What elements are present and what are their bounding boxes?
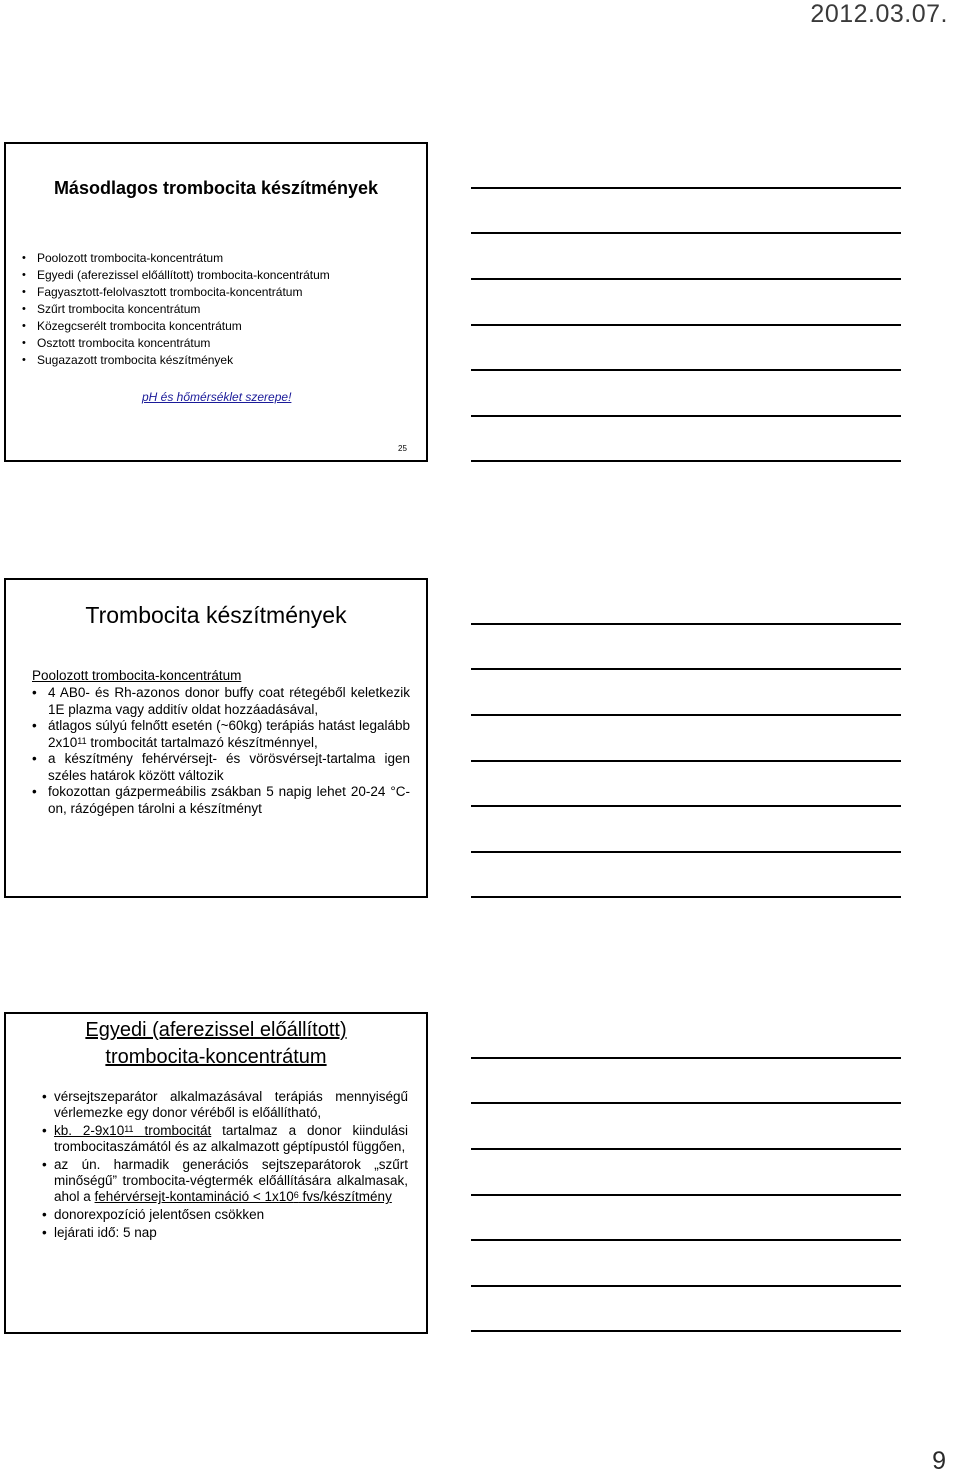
list-item-text: fvs/készítmény <box>298 1189 392 1204</box>
exponent: 11 <box>77 735 87 746</box>
note-line <box>471 668 901 670</box>
note-line <box>471 415 901 417</box>
page-date: 2012.03.07. <box>810 0 948 28</box>
list-item: • Sugazazott trombocita készítmények <box>22 352 330 369</box>
list-item: • fokozottan gázpermeábilis zsákban 5 napig lehet 20-24 °C-on, rázógépen tárolni a készítményt <box>32 784 410 817</box>
slide-subheading: Poolozott trombocita-koncentrátum <box>32 668 242 683</box>
note-line <box>471 460 901 462</box>
list-item: • Fagyasztott-felolvasztott trombocita-koncentrátum <box>22 284 330 301</box>
note-line <box>471 1330 901 1332</box>
note-line <box>471 851 901 853</box>
list-item-text: trombocitát <box>133 1123 212 1138</box>
list-item <box>32 718 410 751</box>
exponent: 6 <box>293 1190 299 1200</box>
note-line <box>471 1102 901 1104</box>
note-line <box>471 369 901 371</box>
note-line <box>471 278 901 280</box>
slide-trombocita-keszitmenyek <box>4 578 428 898</box>
list-item: • Osztott trombocita koncentrátum <box>22 335 330 352</box>
note-line <box>471 1148 901 1150</box>
list-item-text: az ún. harmadik generációs sejtszeparátorok „szűrt minőségű” trombocita-végtermék előállítására alkalmasak, ahol a <box>54 1157 408 1204</box>
list-item-text <box>54 1123 211 1138</box>
note-line <box>471 324 901 326</box>
note-line <box>471 1057 901 1059</box>
note-line <box>471 714 901 716</box>
list-item: • a készítmény fehérvérsejt- és vörösvérsejt-tartalma igen széles határok között változik <box>32 751 410 784</box>
list-item: • Egyedi (aferezissel előállított) trombocita-koncentrátum <box>22 267 330 284</box>
note-line <box>471 760 901 762</box>
slide-title: Trombocita készítmények <box>85 602 347 628</box>
list-item-text: átlagos súlyú felnőtt esetén (~60kg) terápiás hatást legalább 2x10 <box>48 718 410 750</box>
list-item-text: tartalmaz a donor kiindulási trombocitaszámától és az alkalmazott géptípustól függően, <box>54 1123 408 1154</box>
slide-egyedi-trombocita <box>4 1012 428 1334</box>
note-line <box>471 1194 901 1196</box>
note-line <box>471 232 901 234</box>
note-line <box>471 1285 901 1287</box>
note-line <box>471 187 901 189</box>
list-item: • Közegcserélt trombocita koncentrátum <box>22 318 330 335</box>
note-line <box>471 805 901 807</box>
slide-25 <box>4 142 428 462</box>
note-line <box>471 623 901 625</box>
list-item-text <box>95 1189 392 1204</box>
bullet-list <box>32 685 410 817</box>
list-item: • 4 AB0- és Rh-azonos donor buffy coat rétegéből keletkezik 1E plazma vagy additív oldat hozzáadásával, <box>32 685 410 718</box>
list-item-text: trombocitát tartalmazó készítménnyel, <box>86 734 318 750</box>
list-item: • vérsejtszeparátor alkalmazásával terápiás mennyiségű vérlemezke egy donor véréből is előállítható, <box>42 1089 408 1121</box>
footer-note <box>142 390 291 404</box>
list-item-text: kb. 2-9x10 <box>54 1123 125 1138</box>
list-item: • Poolozott trombocita-koncentrátum <box>22 250 330 267</box>
slide-number: 25 <box>398 444 407 453</box>
list-item: • donorexpozíció jelentősen csökken <box>42 1207 408 1223</box>
bullet-list <box>22 250 330 369</box>
list-item: • lejárati idő: 5 nap <box>42 1225 408 1241</box>
list-item-text: fehérvérsejt-kontamináció < 1x10 <box>94 1189 294 1204</box>
bullet-list <box>42 1089 408 1243</box>
slide-title-line: Egyedi (aferezissel előállított) <box>85 1019 347 1041</box>
note-line <box>471 896 901 898</box>
note-line <box>471 1239 901 1241</box>
list-item: • Szűrt trombocita koncentrátum <box>22 301 330 318</box>
list-item <box>42 1123 408 1155</box>
slide-title-line: trombocita-koncentrátum <box>105 1046 327 1068</box>
slide-title <box>6 1017 426 1071</box>
footer-note-text: pH és hőmérséklet szerepe! <box>142 390 292 404</box>
slide-title: Másodlagos trombocita készítmények <box>53 178 379 198</box>
exponent: 11 <box>124 1124 134 1134</box>
page-number: 9 <box>932 1447 946 1475</box>
list-item <box>42 1157 408 1205</box>
